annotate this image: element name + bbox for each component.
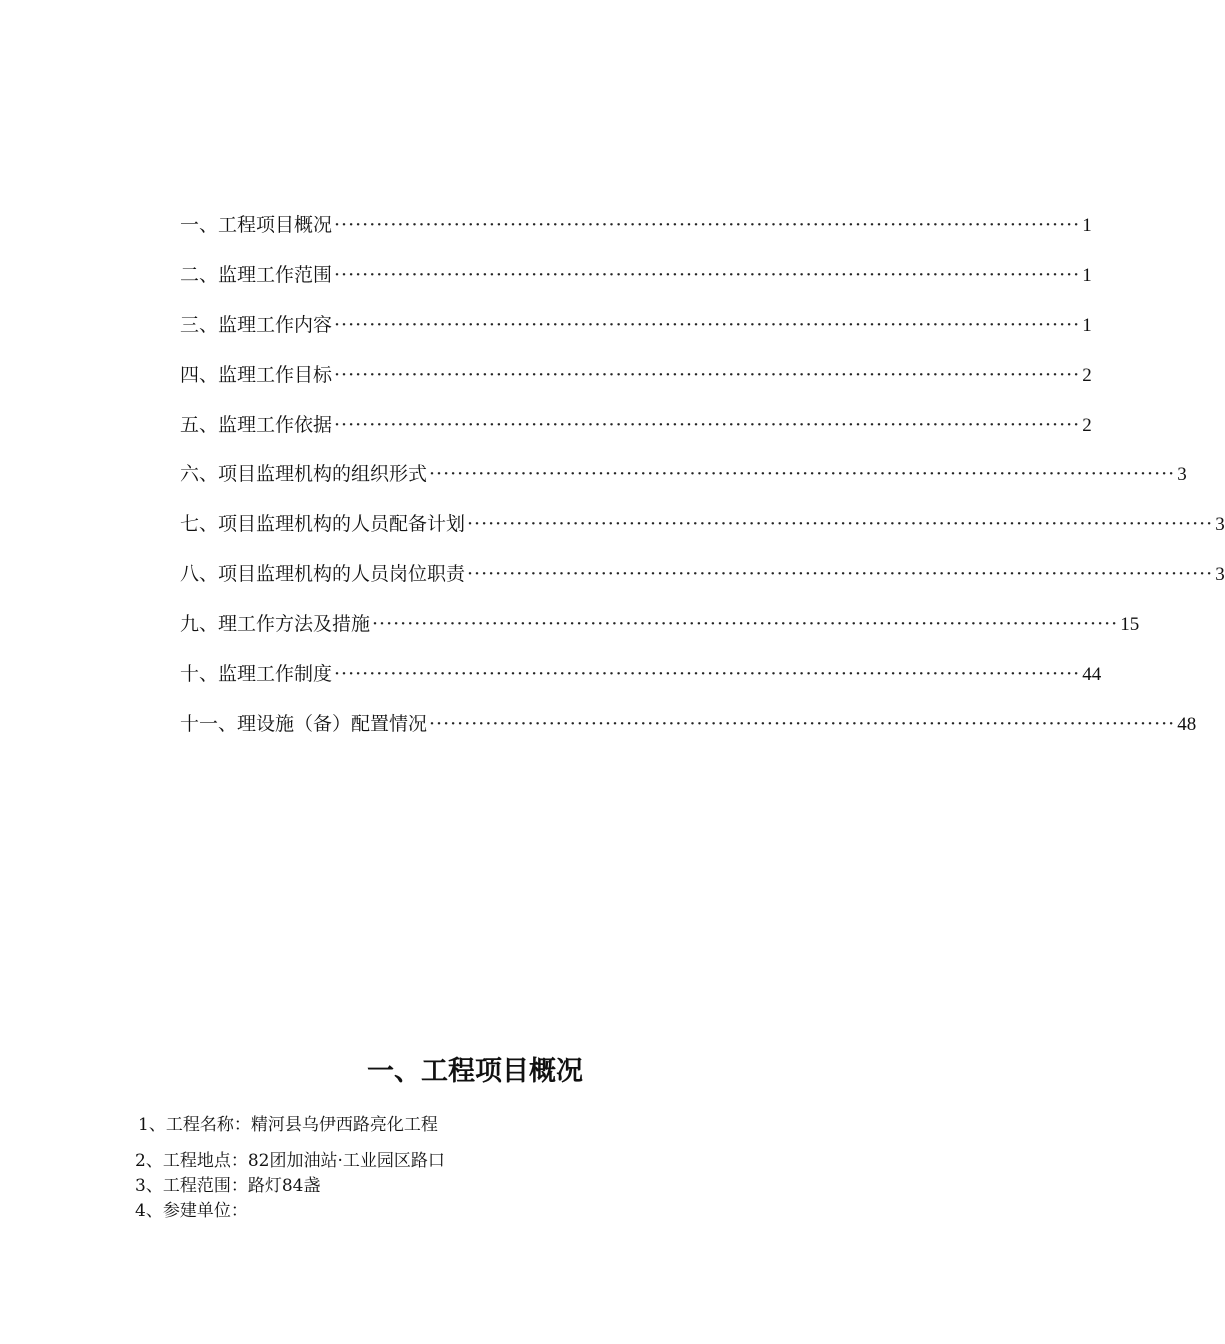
toc-entry[interactable] [180, 360, 1092, 390]
project-scope-line: 3、工程范围：路灯84盏 [135, 1176, 321, 1196]
toc-entry-label: 一、工程项目概况 [180, 214, 333, 236]
toc-entry[interactable] [180, 459, 1187, 489]
toc-entry-page: 44 [1082, 664, 1102, 685]
toc-entry[interactable] [180, 609, 1140, 639]
toc-entry-label: 四、监理工作目标 [180, 364, 333, 386]
toc-entry-page: 2 [1082, 365, 1092, 386]
toc-entry-page: 3 [1177, 464, 1187, 485]
project-location-line: 2、工程地点：82团加油站·工业园区路口 [135, 1151, 445, 1171]
toc-entry[interactable] [180, 509, 1225, 539]
toc-entry-page: 3 [1215, 564, 1225, 585]
toc-entry-label: 六、项目监理机构的组织形式 [180, 463, 428, 485]
toc-leader-dots: ·········································································································· [467, 563, 1214, 585]
toc-entry-label: 十一、理设施（备）配置情况 [180, 713, 428, 735]
toc-entry-label: 五、监理工作依据 [180, 414, 333, 436]
toc-entry[interactable] [180, 210, 1092, 240]
toc-entry-label: 十、监理工作制度 [180, 663, 333, 685]
toc-entry-page: 1 [1082, 215, 1092, 236]
toc-entry[interactable] [180, 410, 1092, 440]
toc-entry-label: 二、监理工作范围 [180, 264, 333, 286]
toc-leader-dots: ·········································································································· [334, 663, 1081, 685]
toc-leader-dots: ·········································································································· [429, 713, 1176, 735]
toc-entry[interactable] [180, 310, 1092, 340]
toc-leader-dots: ·········································································································· [429, 463, 1176, 485]
toc-entry-label: 三、监理工作内容 [180, 314, 333, 336]
toc-entry-label: 八、项目监理机构的人员岗位职责 [180, 563, 466, 585]
project-name-line: 1、工程名称：精河县乌伊西路亮化工程 [138, 1115, 438, 1135]
toc-entry-page: 2 [1082, 415, 1092, 436]
toc-entry-page: 48 [1177, 714, 1197, 735]
toc-leader-dots: ·········································································································· [334, 264, 1081, 286]
toc-leader-dots: ·········································································································· [334, 414, 1081, 436]
participating-units-line: 4、参建单位： [135, 1201, 248, 1221]
toc-entry[interactable] [180, 659, 1102, 689]
toc-entry[interactable] [180, 709, 1197, 739]
toc-entry[interactable] [180, 260, 1092, 290]
toc-leader-dots: ·········································································································· [467, 513, 1214, 535]
toc-leader-dots: ·········································································································· [334, 314, 1081, 336]
toc-entry-page: 1 [1082, 265, 1092, 286]
toc-entry-page: 15 [1120, 614, 1140, 635]
toc-leader-dots: ·········································································································· [372, 613, 1119, 635]
toc-leader-dots: ·········································································································· [334, 214, 1081, 236]
toc-entry-page: 1 [1082, 315, 1092, 336]
toc-entry-page: 3 [1215, 514, 1225, 535]
section-title: 一、工程项目概况 [367, 1056, 583, 1087]
toc-entry-label: 九、理工作方法及措施 [180, 613, 371, 635]
toc-entry-label: 七、项目监理机构的人员配备计划 [180, 513, 466, 535]
toc-entry[interactable] [180, 559, 1225, 589]
toc-leader-dots: ·········································································································· [334, 364, 1081, 386]
